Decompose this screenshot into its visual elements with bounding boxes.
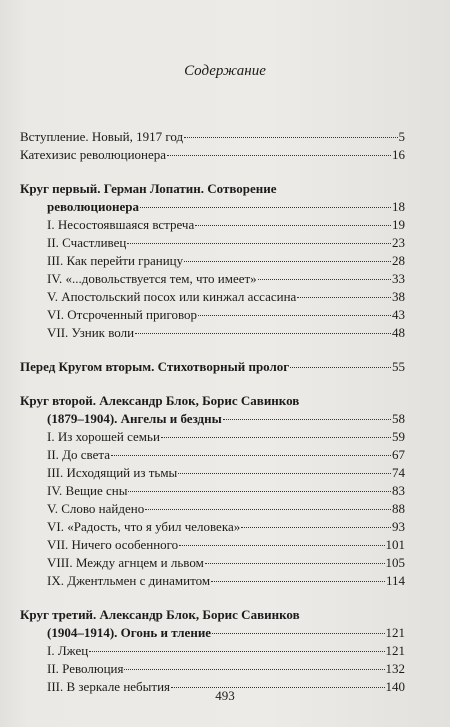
toc-entry bbox=[20, 306, 405, 324]
toc-entry-label: II. До света bbox=[47, 447, 110, 462]
toc-entry-label: II. Революция bbox=[47, 661, 124, 676]
chapter-heading-line2 bbox=[20, 198, 405, 216]
toc-entry-label: I. Из хорошей семьи bbox=[47, 429, 160, 444]
dot-leader bbox=[290, 367, 391, 368]
toc-entry-page: 58 bbox=[392, 411, 405, 426]
toc-entry bbox=[20, 324, 405, 342]
dot-leader bbox=[205, 563, 385, 564]
dot-leader bbox=[211, 581, 385, 582]
toc-entry-page: 19 bbox=[392, 217, 405, 232]
toc-entry-label: V. Апостольский посох или кинжал ассасина bbox=[47, 289, 297, 304]
toc-entry bbox=[20, 428, 405, 446]
dot-leader bbox=[184, 261, 391, 262]
toc-entry-page: 18 bbox=[392, 199, 405, 214]
toc-entry-page: 140 bbox=[385, 679, 405, 694]
toc-entry bbox=[20, 518, 405, 536]
toc-entry bbox=[20, 500, 405, 518]
dot-leader bbox=[89, 651, 384, 652]
toc-entry-prologue bbox=[20, 358, 405, 376]
toc-chapter-circle2 bbox=[20, 392, 405, 428]
dot-leader bbox=[184, 137, 397, 138]
toc-entry-page: 101 bbox=[385, 537, 405, 552]
toc-entry-page: 88 bbox=[392, 501, 405, 516]
toc-entry-label: VI. «Радость, что я убил человека» bbox=[47, 519, 241, 534]
dot-leader bbox=[124, 669, 384, 670]
dot-leader bbox=[167, 155, 391, 156]
dot-leader bbox=[178, 473, 391, 474]
toc-chapter-circle1 bbox=[20, 180, 405, 216]
toc-entry-label: VI. Отсроченный приговор bbox=[47, 307, 198, 322]
page-number: 493 bbox=[215, 688, 235, 703]
toc-entry bbox=[20, 446, 405, 464]
toc-entry-page: 105 bbox=[385, 555, 405, 570]
toc-entry bbox=[20, 642, 405, 660]
dot-leader bbox=[195, 225, 391, 226]
toc-entry-label: I. Лжец bbox=[47, 643, 89, 658]
toc-entry-page: 121 bbox=[385, 643, 405, 658]
dot-leader bbox=[140, 207, 391, 208]
toc-entry bbox=[20, 660, 405, 678]
toc-entry-label: III. В зеркале небытия bbox=[47, 679, 171, 694]
toc-entry bbox=[20, 270, 405, 288]
dot-leader bbox=[161, 437, 391, 438]
toc-entry-label: Перед Кругом вторым. Стихотворный пролог bbox=[20, 359, 290, 374]
toc-entry-label: IV. «...довольствуется тем, что имеет» bbox=[47, 271, 257, 286]
toc-entry-page: 38 bbox=[392, 289, 405, 304]
toc-entry-label: I. Несостоявшаяся встреча bbox=[47, 217, 195, 232]
dot-leader bbox=[135, 333, 391, 334]
toc-entry-page: 59 bbox=[392, 429, 405, 444]
toc-entry-page: 43 bbox=[392, 307, 405, 322]
toc-entry-label: революционера bbox=[47, 199, 139, 214]
toc-entry-page: 74 bbox=[392, 465, 405, 480]
dot-leader bbox=[241, 527, 391, 528]
toc-entry-page: 93 bbox=[392, 519, 405, 534]
toc-entry-label: V. Слово найдено bbox=[47, 501, 145, 516]
dot-leader bbox=[258, 279, 391, 280]
dot-leader bbox=[198, 315, 391, 316]
dot-leader bbox=[212, 633, 384, 634]
toc-entry bbox=[20, 216, 405, 234]
toc-entry-page: 67 bbox=[392, 447, 405, 462]
dot-leader bbox=[145, 509, 391, 510]
toc-entry-label: (1904–1914). Огонь и тление bbox=[47, 625, 212, 640]
toc-entry bbox=[20, 554, 405, 572]
toc-entry-page: 83 bbox=[392, 483, 405, 498]
toc-entry bbox=[20, 536, 405, 554]
toc-entry-page: 121 bbox=[385, 625, 405, 640]
toc-entry-label: VII. Ничего особенного bbox=[47, 537, 179, 552]
toc-entry-label: (1879–1904). Ангелы и бездны bbox=[47, 411, 222, 426]
chapter-heading-line2 bbox=[20, 410, 405, 428]
toc-entry bbox=[20, 464, 405, 482]
toc-chapter-prologue bbox=[20, 358, 405, 376]
toc-entry bbox=[20, 252, 405, 270]
dot-leader bbox=[297, 297, 391, 298]
toc-entry-label: IV. Вещие сны bbox=[47, 483, 128, 498]
table-of-contents bbox=[20, 128, 405, 696]
chapter-heading-line1: Круг первый. Герман Лопатин. Сотворение bbox=[20, 181, 277, 196]
toc-entry-page: 28 bbox=[392, 253, 405, 268]
toc-entry-label: VII. Узник воли bbox=[47, 325, 135, 340]
toc-entry-page: 114 bbox=[385, 573, 405, 588]
toc-entry-intro bbox=[20, 128, 405, 146]
dot-leader bbox=[223, 419, 391, 420]
chapter-heading-line1: Круг второй. Александр Блок, Борис Савинков bbox=[20, 393, 300, 408]
toc-entry-page: 16 bbox=[392, 147, 405, 162]
toc-entry-label: Вступление. Новый, 1917 год bbox=[20, 129, 184, 144]
toc-entry-catechism bbox=[20, 146, 405, 164]
toc-entry bbox=[20, 234, 405, 252]
toc-entry-label: VIII. Между агнцем и львом bbox=[47, 555, 204, 570]
toc-entry bbox=[20, 288, 405, 306]
toc-entry-page: 23 bbox=[392, 235, 405, 250]
chapter-heading-line2 bbox=[20, 624, 405, 642]
toc-entry bbox=[20, 482, 405, 500]
dot-leader bbox=[111, 455, 391, 456]
dot-leader bbox=[179, 545, 384, 546]
toc-entry-label: Катехизис революционера bbox=[20, 147, 167, 162]
toc-chapter-circle3 bbox=[20, 606, 405, 642]
toc-entry-label: II. Счастливец bbox=[47, 235, 127, 250]
dot-leader bbox=[128, 491, 391, 492]
toc-entry-page: 55 bbox=[392, 359, 405, 374]
toc-entry-label: IX. Джентльмен с динамитом bbox=[47, 573, 211, 588]
toc-entry-label: III. Как перейти границу bbox=[47, 253, 184, 268]
toc-entry-page: 48 bbox=[392, 325, 405, 340]
toc-entry-page: 132 bbox=[385, 661, 405, 676]
toc-entry-label: III. Исходящий из тьмы bbox=[47, 465, 178, 480]
toc-entry-page: 5 bbox=[398, 129, 405, 144]
dot-leader bbox=[127, 243, 391, 244]
toc-entry-page: 33 bbox=[392, 271, 405, 286]
page-title: Содержание bbox=[184, 63, 266, 79]
toc-entry bbox=[20, 572, 405, 590]
chapter-heading-line1: Круг третий. Александр Блок, Борис Савинков bbox=[20, 607, 300, 622]
